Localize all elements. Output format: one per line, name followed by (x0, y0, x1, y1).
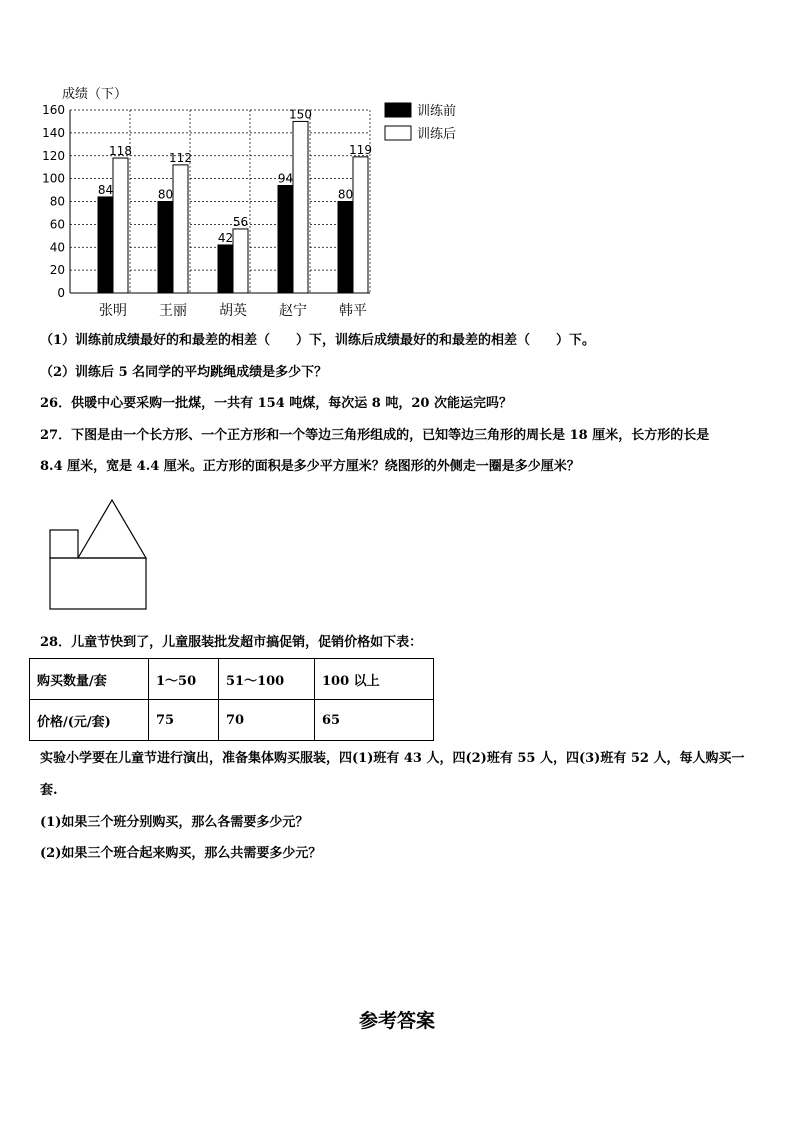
y-tick-label: 40 (49, 240, 65, 255)
y-tick-label: 80 (49, 194, 65, 209)
y-tick-label: 100 (42, 171, 65, 186)
question-28-body-line-2: 套. (40, 783, 58, 798)
question-28-intro: 28．儿童节快到了，儿童服装批发超市搞促销，促销价格如下表： (40, 635, 423, 650)
x-tick-label: 赵宁 (279, 303, 307, 319)
answer-section-title: 参考答案 (358, 1010, 435, 1032)
y-axis-label: 成绩（下） (62, 87, 128, 102)
question-28-body-line-1: 实验小学要在儿童节进行演出，准备集体购买服装，四(1)班有 43 人，四(2)班有 55 人，四(3)班有 52 人，每人购买一 (40, 751, 745, 766)
bar-after-2 (173, 165, 188, 293)
x-tick-labels (99, 302, 367, 319)
question-27-line-2: 8.4 厘米，宽是 4.4 厘米。正方形的面积是多少平方厘米？绕图形的外侧走一圈是多少厘米？ (40, 459, 580, 474)
table-cell: 购买数量/套 (30, 659, 149, 700)
bar-before-2 (158, 202, 173, 294)
table-cell: 1～50 (149, 659, 219, 700)
question-25-part-2: （2）训练后 5 名同学的平均跳绳成绩是多少下？ (40, 365, 328, 380)
bar-after-4 (293, 121, 308, 293)
table-cell: 75 (149, 700, 219, 741)
bar-after-3 (233, 229, 248, 293)
y-tick-label: 120 (42, 148, 65, 163)
bar-before-1 (98, 197, 113, 293)
question-28-sub-2: (2)如果三个班合起来购买，那么共需要多少元？ (40, 846, 322, 861)
price-table (29, 658, 434, 741)
table-cell: 70 (219, 700, 315, 741)
x-tick-label: 胡英 (219, 303, 247, 319)
data-label-after: 150 (289, 107, 312, 122)
data-label-before: 84 (97, 182, 114, 197)
x-tick-label: 韩平 (339, 303, 367, 319)
y-tick-label: 160 (42, 103, 65, 117)
table-cell: 65 (315, 700, 434, 741)
table-cell: 价格/(元/套) (30, 700, 149, 741)
training-bar-chart (40, 82, 480, 322)
y-tick-label: 60 (49, 217, 65, 232)
table-cell: 100 以上 (315, 659, 434, 700)
data-label-after: 118 (109, 144, 132, 159)
bar-before-3 (218, 245, 233, 293)
data-label-after: 119 (349, 142, 372, 157)
table-cell: 51～100 (219, 659, 315, 700)
rectangle-shape (50, 558, 146, 609)
x-tick-label: 王丽 (159, 303, 187, 319)
bar-after-5 (353, 157, 368, 293)
chart-legend (385, 103, 456, 142)
legend-label-before: 训练前 (417, 104, 457, 119)
table-row (30, 700, 434, 741)
y-tick-labels (42, 103, 65, 300)
legend-swatch-before (385, 103, 411, 117)
bar-before-4 (278, 185, 293, 293)
bar-after-1 (113, 158, 128, 293)
data-label-after: 56 (232, 214, 249, 229)
question-26: 26．供暖中心要采购一批煤，一共有 154 吨煤，每次运 8 吨，20 次能运完吗？ (40, 396, 512, 411)
chart-bars (98, 107, 372, 293)
square-shape (50, 530, 78, 558)
bar-before-5 (338, 202, 353, 294)
legend-swatch-after (385, 126, 411, 140)
data-label-before: 80 (337, 187, 354, 202)
y-tick-label: 20 (49, 263, 65, 278)
table-row (30, 659, 434, 700)
question-28-sub-1: (1)如果三个班分别购买，那么各需要多少元？ (40, 815, 309, 830)
data-label-after: 112 (169, 150, 192, 165)
question-27-line-1: 27．下图是由一个长方形、一个正方形和一个等边三角形组成的，已知等边三角形的周长是 18 厘米，长方形的长是 (40, 428, 710, 443)
data-label-before: 80 (157, 187, 174, 202)
composite-shape-figure (44, 494, 154, 614)
data-label-before: 42 (217, 230, 234, 245)
y-tick-label: 140 (42, 125, 65, 140)
data-label-before: 94 (277, 171, 294, 186)
x-tick-label: 张明 (99, 303, 127, 319)
triangle-shape (78, 500, 146, 558)
y-tick-label: 0 (57, 286, 65, 300)
question-25-part-1: （1）训练前成绩最好的和最差的相差（ ）下，训练后成绩最好的和最差的相差（ ）下。 (40, 333, 596, 348)
legend-label-after: 训练后 (417, 127, 457, 142)
